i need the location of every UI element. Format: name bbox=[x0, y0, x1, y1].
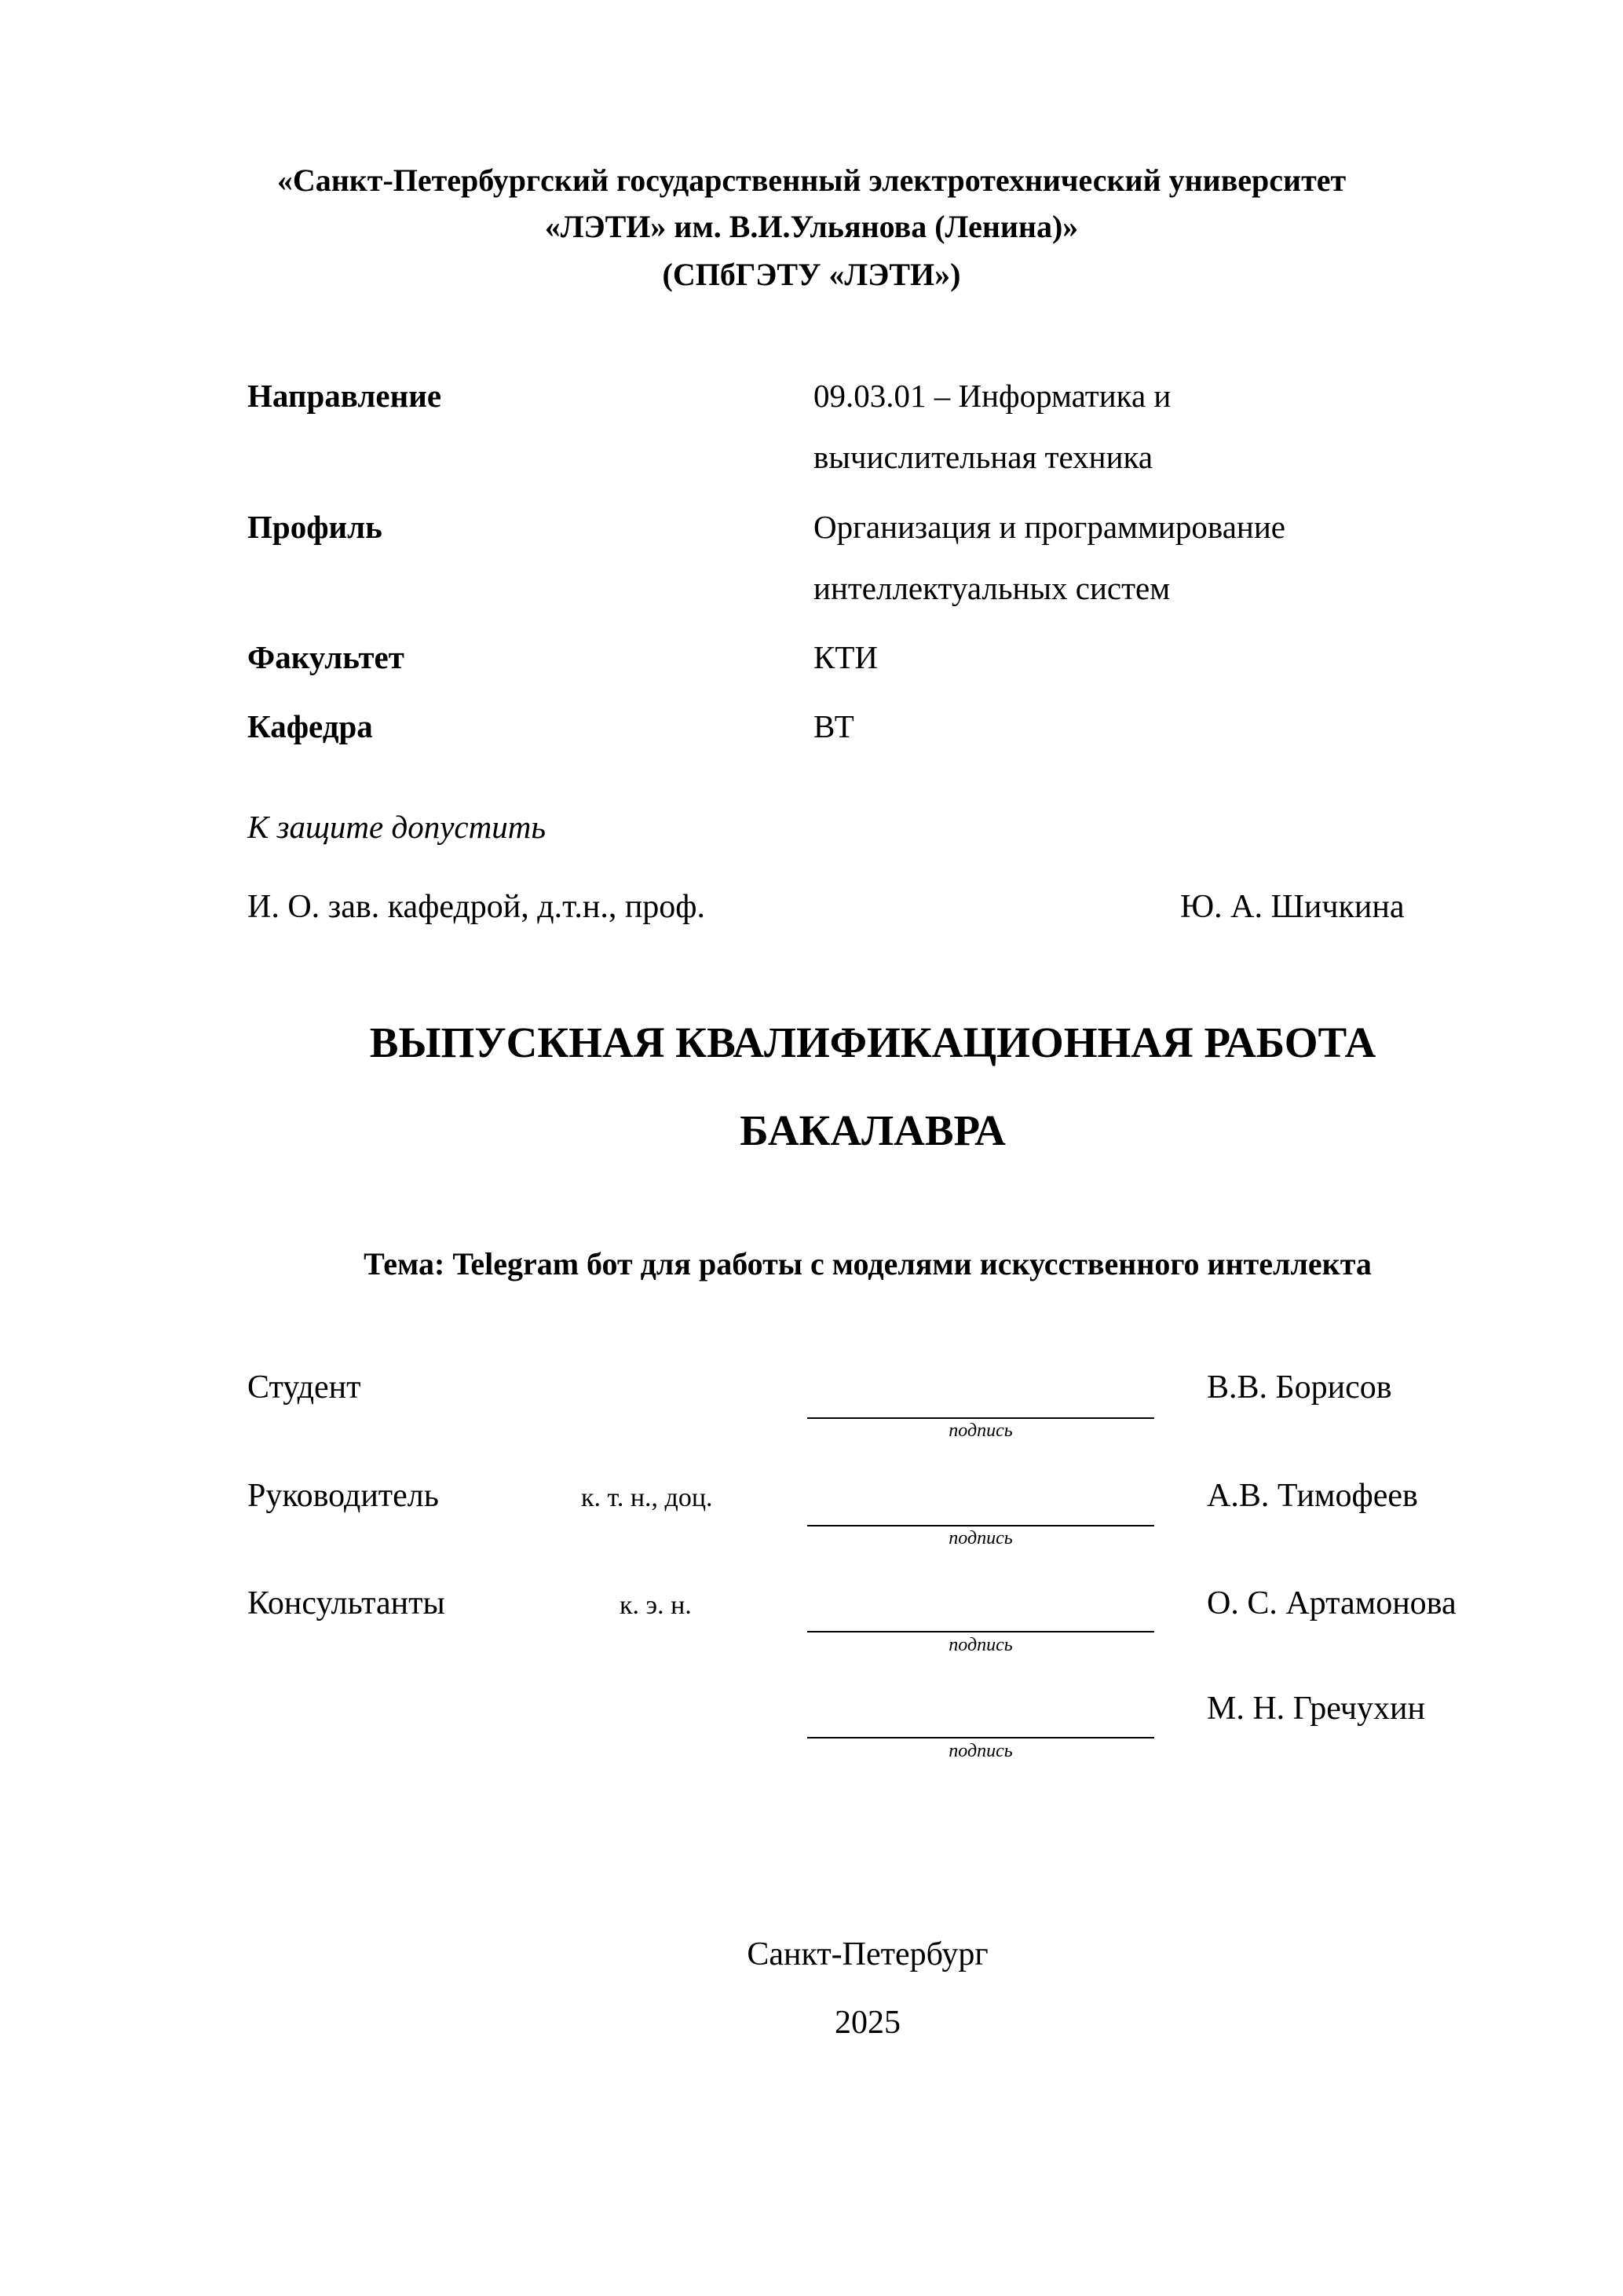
consultant-1-signature-line bbox=[807, 1631, 1154, 1632]
supervisor-degree: к. т. н., доц. bbox=[581, 1483, 713, 1512]
student-role: Студент bbox=[247, 1369, 361, 1406]
direction-value-line-1: 09.03.01 – Информатика и bbox=[813, 378, 1172, 414]
consultant-1-signature-caption: подпись bbox=[949, 1635, 1013, 1655]
student-name: В.В. Борисов bbox=[1207, 1369, 1392, 1406]
supervisor-name: А.В. Тимофеев bbox=[1207, 1478, 1418, 1514]
work-title-line-1: ВЫПУСКНАЯ КВАЛИФИКАЦИОННАЯ РАБОТА bbox=[369, 1018, 1376, 1066]
faculty-label: Факультет bbox=[247, 639, 404, 675]
faculty-value: КТИ bbox=[813, 639, 878, 675]
student-signature-caption: подпись bbox=[949, 1420, 1013, 1441]
university-abbreviation: (СПбГЭТУ «ЛЭТИ») bbox=[662, 257, 961, 292]
consultant-1-name: О. С. Артамонова bbox=[1207, 1585, 1457, 1621]
consultants-role: Консультанты bbox=[247, 1585, 445, 1621]
university-name-line-2: «ЛЭТИ» им. В.И.Ульянова (Ленина)» bbox=[544, 209, 1079, 244]
supervisor-signature-caption: подпись bbox=[949, 1528, 1013, 1548]
city: Санкт-Петербург bbox=[747, 1936, 989, 1972]
consultant-2-signature-line bbox=[807, 1737, 1154, 1738]
consultant-2-name: М. Н. Гречухин bbox=[1207, 1691, 1425, 1727]
profile-value-line-1: Организация и программирование bbox=[813, 509, 1285, 545]
profile-value-line-2: интеллектуальных систем bbox=[813, 570, 1171, 606]
thesis-theme: Тема: Telegram бот для работы с моделями искусственного интеллекта bbox=[364, 1246, 1372, 1281]
department-label: Кафедра bbox=[247, 708, 373, 744]
consultants-degree: к. э. н. bbox=[620, 1591, 692, 1620]
profile-label: Профиль bbox=[247, 509, 382, 545]
supervisor-role: Руководитель bbox=[247, 1478, 439, 1514]
head-of-department-name: Ю. А. Шичкина bbox=[1180, 889, 1405, 925]
admission-note: К защите допустить bbox=[247, 809, 546, 845]
supervisor-signature-line bbox=[807, 1525, 1154, 1526]
university-name-line-1: «Санкт-Петербургский государственный электротехнический университет bbox=[276, 163, 1347, 198]
head-of-department-position: И. О. зав. кафедрой, д.т.н., проф. bbox=[247, 889, 706, 925]
direction-label: Направление bbox=[247, 378, 442, 414]
work-title-line-2: БАКАЛАВРА bbox=[740, 1106, 1006, 1154]
year: 2025 bbox=[835, 2005, 901, 2041]
department-value: ВТ bbox=[813, 708, 854, 744]
consultant-2-signature-caption: подпись bbox=[949, 1741, 1013, 1761]
student-signature-line bbox=[807, 1417, 1154, 1419]
direction-value-line-2: вычислительная техника bbox=[813, 439, 1153, 475]
